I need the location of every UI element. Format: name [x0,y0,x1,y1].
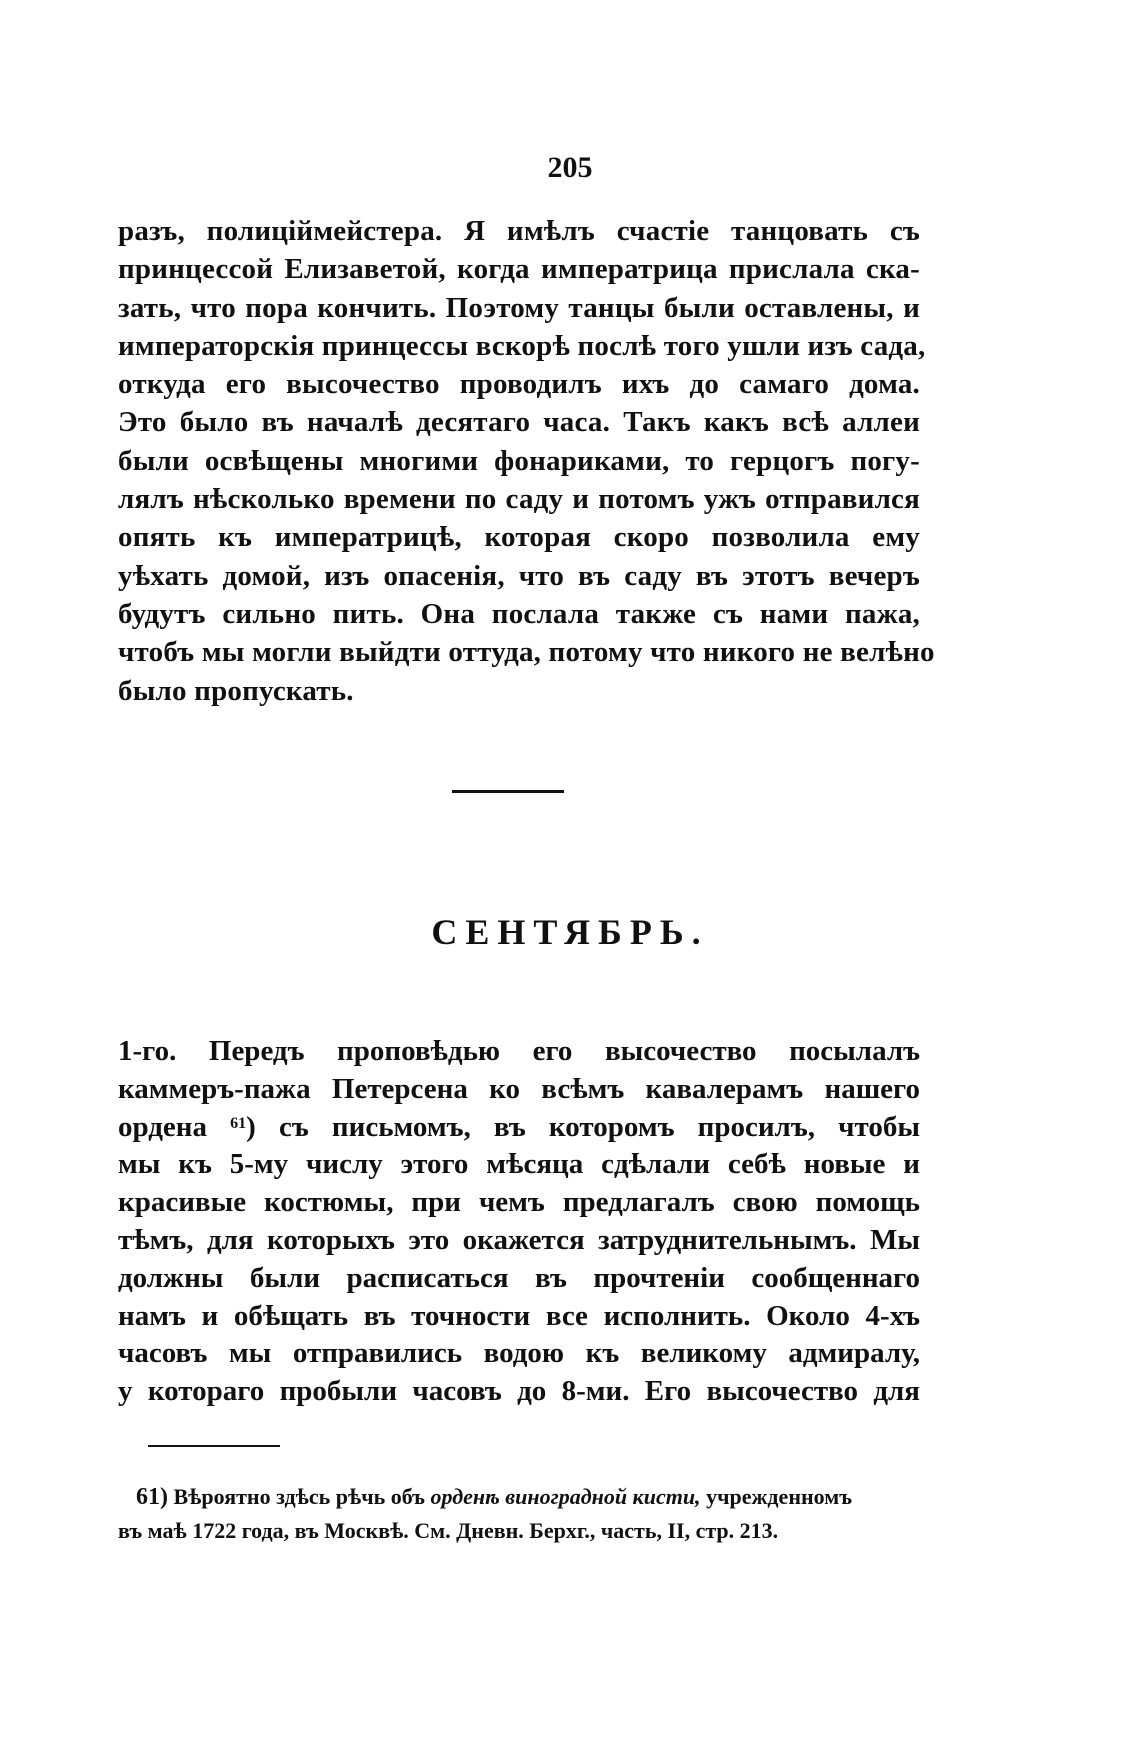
text-line: разъ, полицiймейстера. Я имѣлъ счастiе танцовать съ [118,215,920,247]
footnote-rule [148,1445,280,1447]
page-number: 205 [547,151,593,184]
text-line: зать, что пора кончить. Поэтому танцы были оставлены, и [118,291,920,324]
text-line: 1-го. Передъ проповѣдью его высочество посылалъ [118,1035,920,1067]
text-line-with-note: ордена $^{61}$) съ письмомъ, въ которомъ просилъ, чтобы [118,1110,920,1143]
footnote-line [118,1480,920,1514]
text-line: принцессой Елизаветой, когда императрица прислала ска- [118,253,920,286]
footnote-marker: 61) [136,1484,168,1510]
text-line: у котораго пробыли часовъ до 8-ми. Его высочество для [118,1375,920,1408]
footnote-text: Вѣроятно здѣсь рѣчь объ [173,1484,426,1509]
text-line: красивые костюмы, при чемъ предлагалъ свою помощь [118,1186,920,1219]
footnote-reference: 61 [230,1114,247,1132]
text-line: каммеръ-пажа Петерсена ко всѣмъ кавалерамъ нашего [118,1072,920,1105]
text-line: часовъ мы отправились водою къ великому адмиралу, [118,1337,920,1370]
section-separator-rule [452,790,564,793]
footnote [118,1480,920,1548]
text-line: тѣмъ, для которыхъ это окажется затруднительнымъ. Мы [118,1223,920,1256]
footnote-italic-text: орденѣ виноградной кисти, [430,1484,701,1509]
text-line: Это было въ началѣ десятаго часа. Такъ какъ всѣ аллеи [118,406,920,439]
text-line: опять къ императрицѣ, которая скоро позволила ему [118,521,920,554]
text-line: намъ и обѣщать въ точности все исполнить. Около 4-хъ [118,1299,920,1332]
text-line: были освѣщены многими фонариками, то герцогъ погу- [118,444,920,477]
text-line: чтобъ мы могли выйдти оттуда, потому что никого не велѣно [118,636,935,669]
footnote-text: учрежденномъ [706,1484,853,1509]
text-fragment: ордена [118,1110,207,1143]
text-line: императорскiя принцессы вскорѣ послѣ того ушли изъ сада, [118,329,926,362]
footnote-line: въ маѣ 1722 года, въ Москвѣ. См. Дневн. Берхг., часть, II, стр. 213. [118,1518,779,1543]
text-line: должны были расписаться въ прочтенiи сообщеннаго [118,1261,920,1294]
text-line: откуда его высочество проводилъ ихъ до самаго дома. [118,368,920,401]
paragraph-1 [118,212,935,710]
text-line: будутъ сильно пить. Она послала также съ нами пажа, [118,597,920,630]
text-fragment: съ письмомъ, въ которомъ просилъ, чтобы [278,1110,920,1143]
text-line: было пропускать. [118,674,354,707]
paragraph-2 [118,1033,920,1411]
section-heading: СЕНТЯБРЬ. [431,912,709,952]
text-line: лялъ нѣсколько времени по саду и потомъ ужъ отправился [118,483,920,516]
text-line: уѣхать домой, изъ опасенiя, что въ саду въ этотъ вечеръ [118,559,920,592]
text-line: мы къ 5-му числу этого мѣсяца сдѣлали себѣ новые и [118,1148,920,1181]
